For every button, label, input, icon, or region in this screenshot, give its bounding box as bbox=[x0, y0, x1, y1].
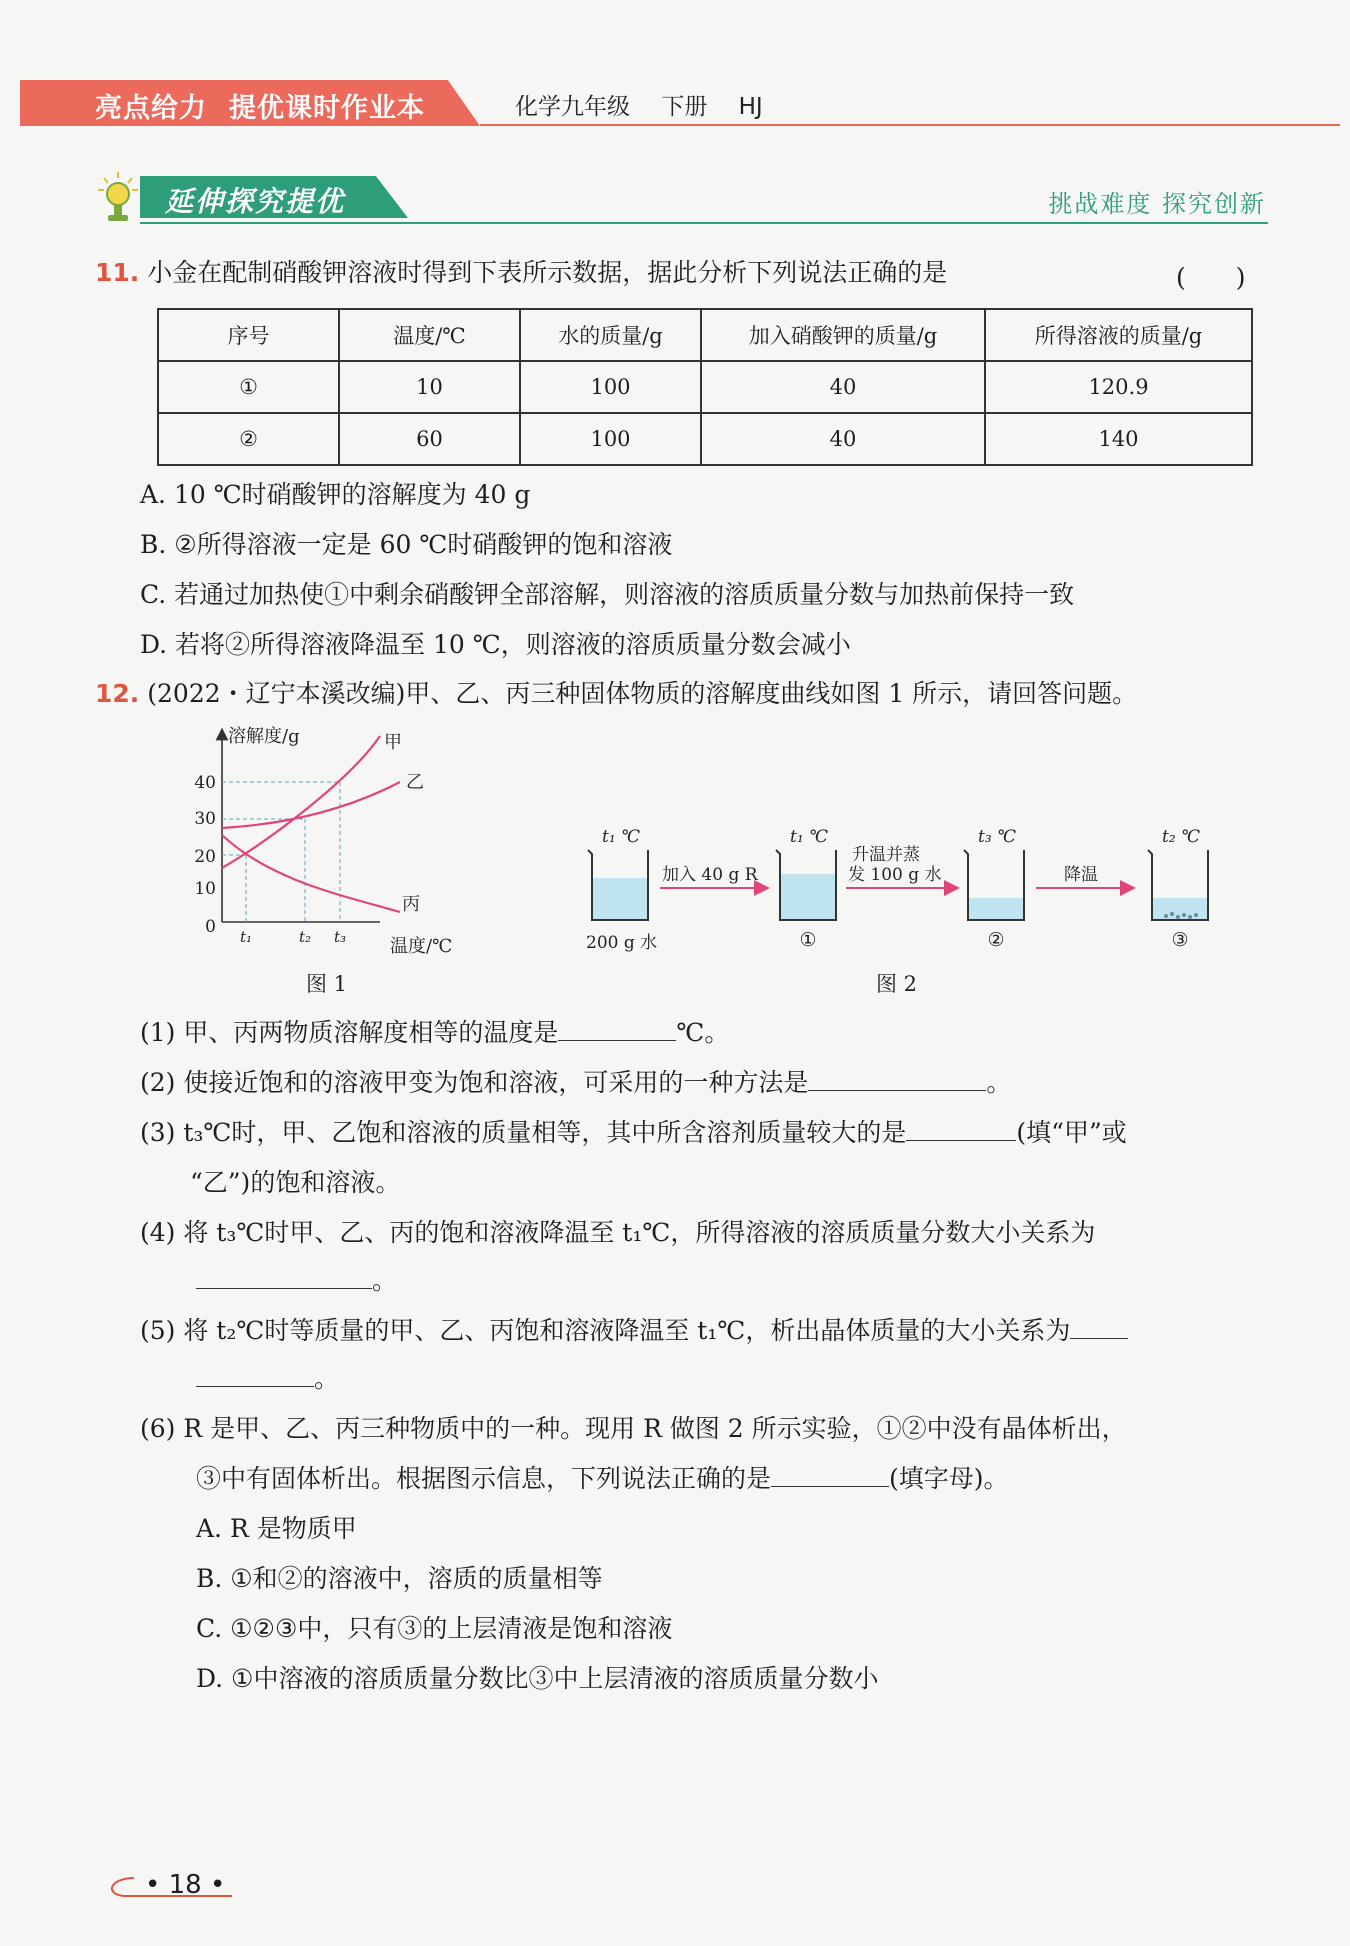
answer-blank[interactable] bbox=[1070, 1314, 1128, 1339]
answer-blank[interactable] bbox=[771, 1462, 889, 1487]
figure-2-experiment bbox=[580, 820, 1260, 960]
beaker-mark: ① bbox=[799, 929, 817, 951]
subject: 化学九年级 bbox=[515, 94, 630, 120]
answer-blank[interactable] bbox=[558, 1016, 676, 1041]
q12-sub5-blank-line bbox=[196, 1362, 339, 1396]
q12-sub4: (4) 将 t₃℃时甲、乙、丙的饱和溶液降温至 t₁℃，所得溶液的溶质质量分数大小关系为 bbox=[140, 1218, 1096, 1247]
brand-right: 提优课时作业本 bbox=[229, 93, 425, 124]
table-cell: 40 bbox=[701, 413, 985, 465]
q12-sub4-blank-line bbox=[196, 1264, 397, 1298]
answer-blank[interactable] bbox=[196, 1362, 314, 1387]
q12-sub6-cont bbox=[196, 1462, 1009, 1496]
q12-sub5-suffix: 。 bbox=[314, 1364, 340, 1393]
q12-sub6-suffix: (填字母)。 bbox=[889, 1464, 1009, 1493]
header-rule bbox=[480, 124, 1340, 126]
table-header-cell: 序号 bbox=[158, 309, 339, 361]
q12-sub3-suffix: (填“甲”或 bbox=[1016, 1118, 1127, 1147]
edition: HJ bbox=[738, 94, 763, 120]
brand-left: 亮点给力 bbox=[95, 93, 207, 124]
q11-option-b[interactable]: B. ②所得溶液一定是 60 ℃时硝酸钾的饱和溶液 bbox=[140, 530, 673, 559]
table-cell: 140 bbox=[985, 413, 1252, 465]
q12-number: 12. bbox=[95, 679, 140, 708]
q12-sub2 bbox=[140, 1066, 1011, 1100]
x-tick-label: t₃ bbox=[333, 928, 347, 946]
step-1-label: 加入 40 g R bbox=[662, 865, 758, 885]
q12-sub4-suffix: 。 bbox=[372, 1266, 398, 1295]
q12-sub5 bbox=[140, 1314, 1128, 1348]
q12-sub5-text: (5) 将 t₂℃时等质量的甲、乙、丙饱和溶液降温至 t₁℃，析出晶体质量的大小关系为 bbox=[140, 1316, 1071, 1345]
beaker-water bbox=[588, 850, 648, 920]
x-tick-label: t₂ bbox=[298, 928, 312, 946]
answer-blank[interactable] bbox=[808, 1066, 986, 1091]
q12-option-c[interactable]: C. ①②③中，只有③的上层清液是饱和溶液 bbox=[196, 1614, 673, 1643]
x-axis-label: 温度/℃ bbox=[390, 936, 453, 957]
q12-sub2-text: (2) 使接近饱和的溶液甲变为饱和溶液，可采用的一种方法是 bbox=[140, 1068, 809, 1097]
trophy-icon bbox=[96, 170, 140, 226]
table-cell: ② bbox=[158, 413, 339, 465]
q12-sub3 bbox=[140, 1116, 1127, 1150]
beaker-temp-label: t₁ ℃ bbox=[790, 827, 829, 847]
q12-option-d[interactable]: D. ①中溶液的溶质质量分数比③中上层清液的溶质质量分数小 bbox=[196, 1664, 879, 1693]
q12-stem-text: (2022・辽宁本溪改编)甲、乙、丙三种固体物质的溶解度曲线如图 1 所示，请回答问题。 bbox=[147, 679, 1138, 708]
q12-sub1 bbox=[140, 1016, 729, 1050]
q12-stem bbox=[95, 677, 1137, 711]
answer-blank[interactable] bbox=[196, 1264, 372, 1289]
table-cell: 60 bbox=[339, 413, 520, 465]
y-tick-label: 0 bbox=[205, 917, 216, 937]
table-cell: 100 bbox=[520, 361, 701, 413]
table-cell: 100 bbox=[520, 413, 701, 465]
series-label-yi: 乙 bbox=[406, 772, 424, 793]
beaker-temp-label: t₂ ℃ bbox=[1162, 827, 1201, 847]
table-header-cell: 所得溶液的质量/g bbox=[985, 309, 1252, 361]
table-header-row bbox=[158, 309, 1252, 361]
table-header-cell: 温度/℃ bbox=[339, 309, 520, 361]
q12-option-a[interactable]: A. R 是物质甲 bbox=[196, 1514, 357, 1543]
x-tick-label: t₁ bbox=[239, 928, 253, 946]
q12-sub6: (6) R 是甲、乙、丙三种物质中的一种。现用 R 做图 2 所示实验，①②中没有晶体析出， bbox=[140, 1414, 1127, 1443]
y-axis-label: 溶解度/g bbox=[228, 726, 300, 747]
figure-2-caption: 图 2 bbox=[876, 972, 918, 996]
answer-blank[interactable] bbox=[906, 1116, 1016, 1141]
section-title: 延伸探究提优 bbox=[165, 185, 346, 218]
q11-answer-paren[interactable]: ( ) bbox=[1176, 263, 1246, 292]
step-2-label-line2: 发 100 g 水 bbox=[848, 865, 942, 885]
y-tick-label: 10 bbox=[194, 879, 216, 899]
table-row bbox=[158, 361, 1252, 413]
table-cell: 40 bbox=[701, 361, 985, 413]
beaker-temp-label: t₁ ℃ bbox=[602, 827, 641, 847]
q11-table bbox=[157, 308, 1253, 466]
y-tick-label: 40 bbox=[194, 773, 216, 793]
figure-1-solubility-chart bbox=[180, 720, 500, 960]
section-tagline: 挑战难度 探究创新 bbox=[1048, 190, 1266, 218]
table-header-cell: 水的质量/g bbox=[520, 309, 701, 361]
y-tick-label: 30 bbox=[194, 809, 216, 829]
q12-option-b[interactable]: B. ①和②的溶液中，溶质的质量相等 bbox=[196, 1564, 603, 1593]
q11-option-a[interactable]: A. 10 ℃时硝酸钾的溶解度为 40 g bbox=[140, 480, 531, 509]
series-label-jia: 甲 bbox=[384, 732, 402, 753]
beaker-mark: ② bbox=[987, 929, 1005, 951]
series-label-bing: 丙 bbox=[402, 894, 420, 915]
q12-sub1-suffix: ℃。 bbox=[676, 1018, 730, 1047]
section-rule bbox=[140, 222, 1268, 224]
page-number: • 18 • bbox=[145, 1870, 226, 1900]
table-header-cell: 加入硝酸钾的质量/g bbox=[701, 309, 985, 361]
q12-sub3-cont: “乙”)的饱和溶液。 bbox=[190, 1168, 401, 1197]
q12-sub3-text: (3) t₃℃时，甲、乙饱和溶液的质量相等，其中所含溶剂质量较大的是 bbox=[140, 1118, 907, 1147]
beaker-2 bbox=[964, 850, 1024, 920]
q12-sub1-text: (1) 甲、丙两物质溶解度相等的温度是 bbox=[140, 1018, 559, 1047]
beaker-mark: ③ bbox=[1171, 929, 1189, 951]
q11-stem-text: 小金在配制硝酸钾溶液时得到下表所示数据，据此分析下列说法正确的是 bbox=[147, 258, 948, 287]
figure-1-caption: 图 1 bbox=[306, 972, 348, 996]
volume: 下册 bbox=[661, 94, 708, 120]
table-row bbox=[158, 413, 1252, 465]
q11-stem bbox=[95, 256, 947, 290]
beaker-temp-label: t₃ ℃ bbox=[978, 827, 1017, 847]
beaker-water-label: 200 g 水 bbox=[586, 933, 658, 953]
step-2-label-line1: 升温并蒸 bbox=[852, 845, 920, 865]
q11-number: 11. bbox=[95, 258, 140, 287]
beaker-1 bbox=[776, 850, 836, 920]
step-3-label: 降温 bbox=[1064, 865, 1098, 885]
q12-sub6-text: ③中有固体析出。根据图示信息，下列说法正确的是 bbox=[196, 1464, 772, 1493]
y-tick-label: 20 bbox=[194, 847, 216, 867]
beaker-3 bbox=[1148, 850, 1208, 920]
q12-sub2-suffix: 。 bbox=[986, 1068, 1012, 1097]
q11-option-c[interactable]: C. 若通过加热使①中剩余硝酸钾全部溶解，则溶液的溶质质量分数与加热前保持一致 bbox=[140, 580, 1075, 609]
curve-bing bbox=[222, 835, 400, 912]
table-cell: ① bbox=[158, 361, 339, 413]
q11-option-d[interactable]: D. 若将②所得溶液降温至 10 ℃，则溶液的溶质质量分数会减小 bbox=[140, 630, 851, 659]
header-brand bbox=[95, 86, 425, 125]
table-cell: 10 bbox=[339, 361, 520, 413]
table-cell: 120.9 bbox=[985, 361, 1252, 413]
header-book-info bbox=[515, 88, 787, 121]
